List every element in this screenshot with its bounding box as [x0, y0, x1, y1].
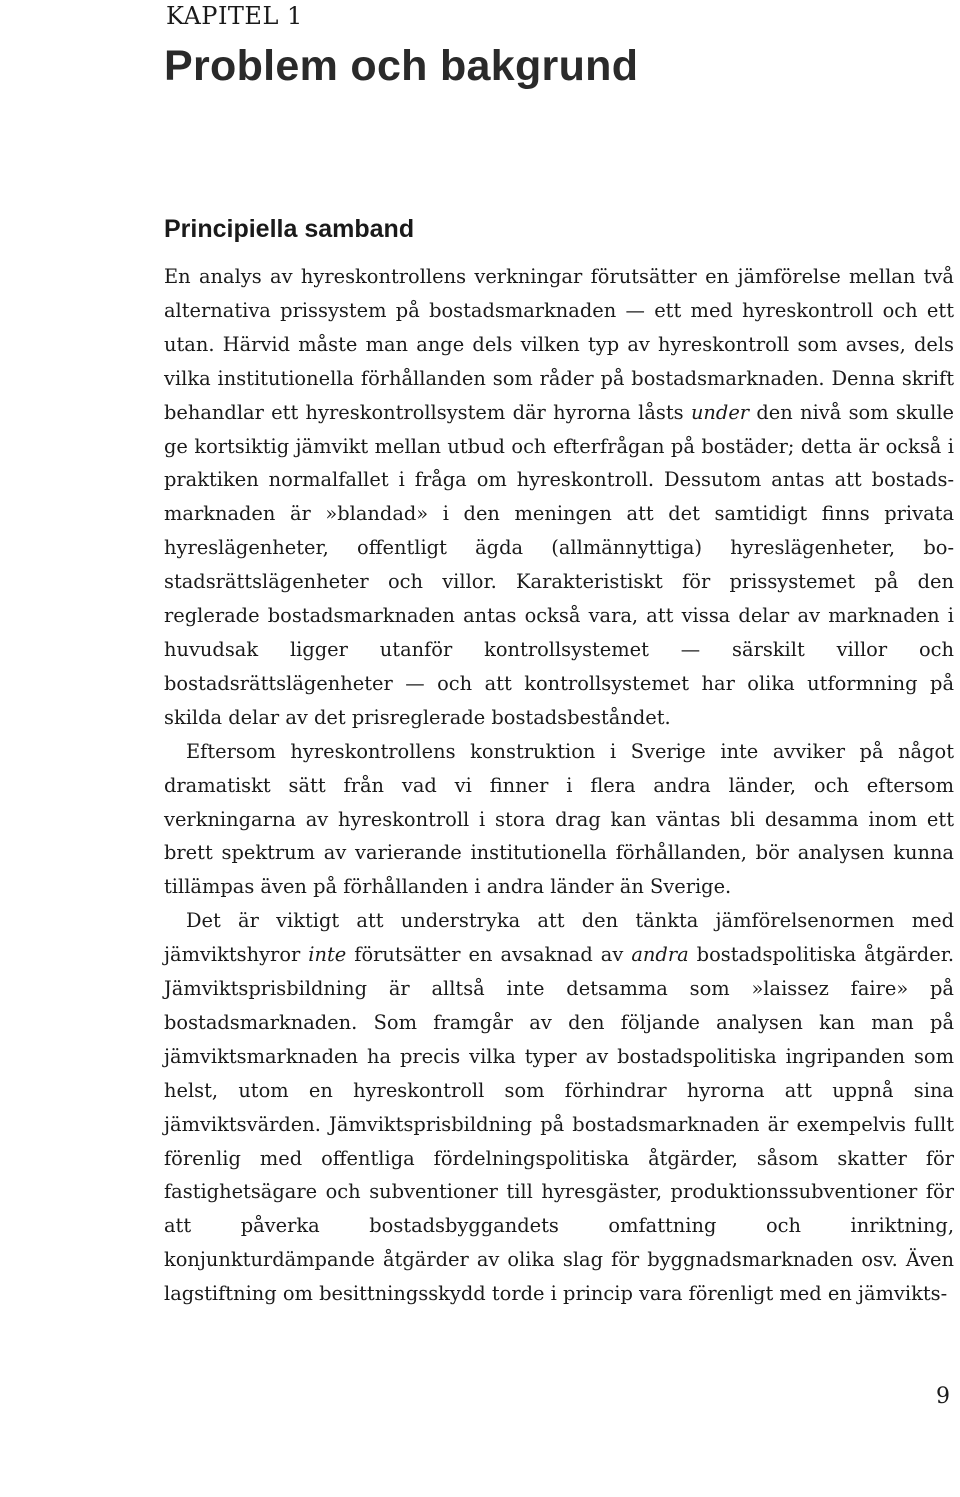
- page-number: 9: [936, 1384, 950, 1409]
- paragraph-1-text-1: En analys av hyreskontrollens verkningar förutsätter en jämförelse mellan två alternativa prissystem på bostadsmarknaden — ett med hyreskontroll och ett utan. Härvid måste man ange dels vilken typ av hyreskontroll som avses, dels vilka institutionella förhållanden som råder på bostadsmarknaden. Denna skrift behandlar ett hyreskontrollsystem där hyrorna låsts: [164, 265, 954, 424]
- chapter-title: Problem och bakgrund: [164, 42, 639, 90]
- paragraph-2-text-1: Eftersom hyreskontrollens konstruktion i Sverige inte avviker på något dramatiskt sätt från vad vi finner i flera andra länder, och eftersom verkningarna av hyreskontroll i stora drag kan väntas bli desamma inom ett brett spektrum av varierande institutionella förhållanden, bör analysen kunna tillämpas även på förhållanden i andra länder än Sverige.: [164, 739, 954, 899]
- paragraph-3-text-1: Det är viktigt att understryka att den tänkta jämförelsenormen med jämviktshyror: [164, 909, 954, 967]
- paragraph-3: [164, 904, 954, 1311]
- paragraph-3-text-3: bostadspolitiska åtgärder. Jämviktsprisbildning är alltså inte detsamma som »laissez faire» på bostadsmarknaden. Som framgår av den följande analysen kan man på jämviktsmarknaden ha precis vilka typer av bostadspolitiska ingripanden som helst, utom en hyreskontroll som förhindrar hyrorna att uppnå sina jämviktsvärden. Jämviktsprisbildning på bostadsmarknaden är exempelvis fullt förenlig med offentliga fördelningspolitiska åtgärder, såsom skatter för fastighetsägare och subventioner till hyresgäster, produktionssubventioner för att påverka bostadsbyggandets omfattning och inriktning, konjunkturdämpande åtgärder av olika slag för byggnadsmarknaden osv. Även lagstiftning om besittningsskydd torde i princip vara förenligt med en jämvikts-: [164, 943, 954, 1306]
- paragraph-1-emphasis-under: under: [690, 400, 750, 424]
- paragraph-3-text-2: förutsätter en avsaknad av: [346, 943, 632, 967]
- paragraph-1-text-2: den nivå som skulle ge kortsiktig jämvikt mellan utbud och efterfrågan på bostäder; detta är också i praktiken normalfallet i fråga om hyreskontroll. Dessutom antas att bostadsmarknaden är »blandad» i den meningen att det samtidigt finns privata hyreslägenheter, offentligt ägda (allmännyttiga) hyreslägenheter, bostadsrättslägenheter och villor. Karakteristiskt för prissystemet på den reglerade bostadsmarknaden antas också vara, att vissa delar av marknaden i huvudsak ligger utanför kontrollsystemet — särskilt villor och bostadsrättslägenheter — och att kontrollsystemet har olika utformning på skilda delar av det prisreglerade bostadsbeståndet.: [164, 400, 955, 729]
- paragraph-3-emphasis-andra: andra: [631, 943, 689, 967]
- paragraph-1: [164, 260, 954, 735]
- section-heading: Principiella samband: [164, 215, 415, 243]
- chapter-label: KAPITEL 1: [166, 2, 303, 30]
- paragraph-2: [164, 735, 954, 905]
- body-text: [164, 260, 954, 1311]
- paragraph-3-emphasis-inte: inte: [308, 943, 347, 967]
